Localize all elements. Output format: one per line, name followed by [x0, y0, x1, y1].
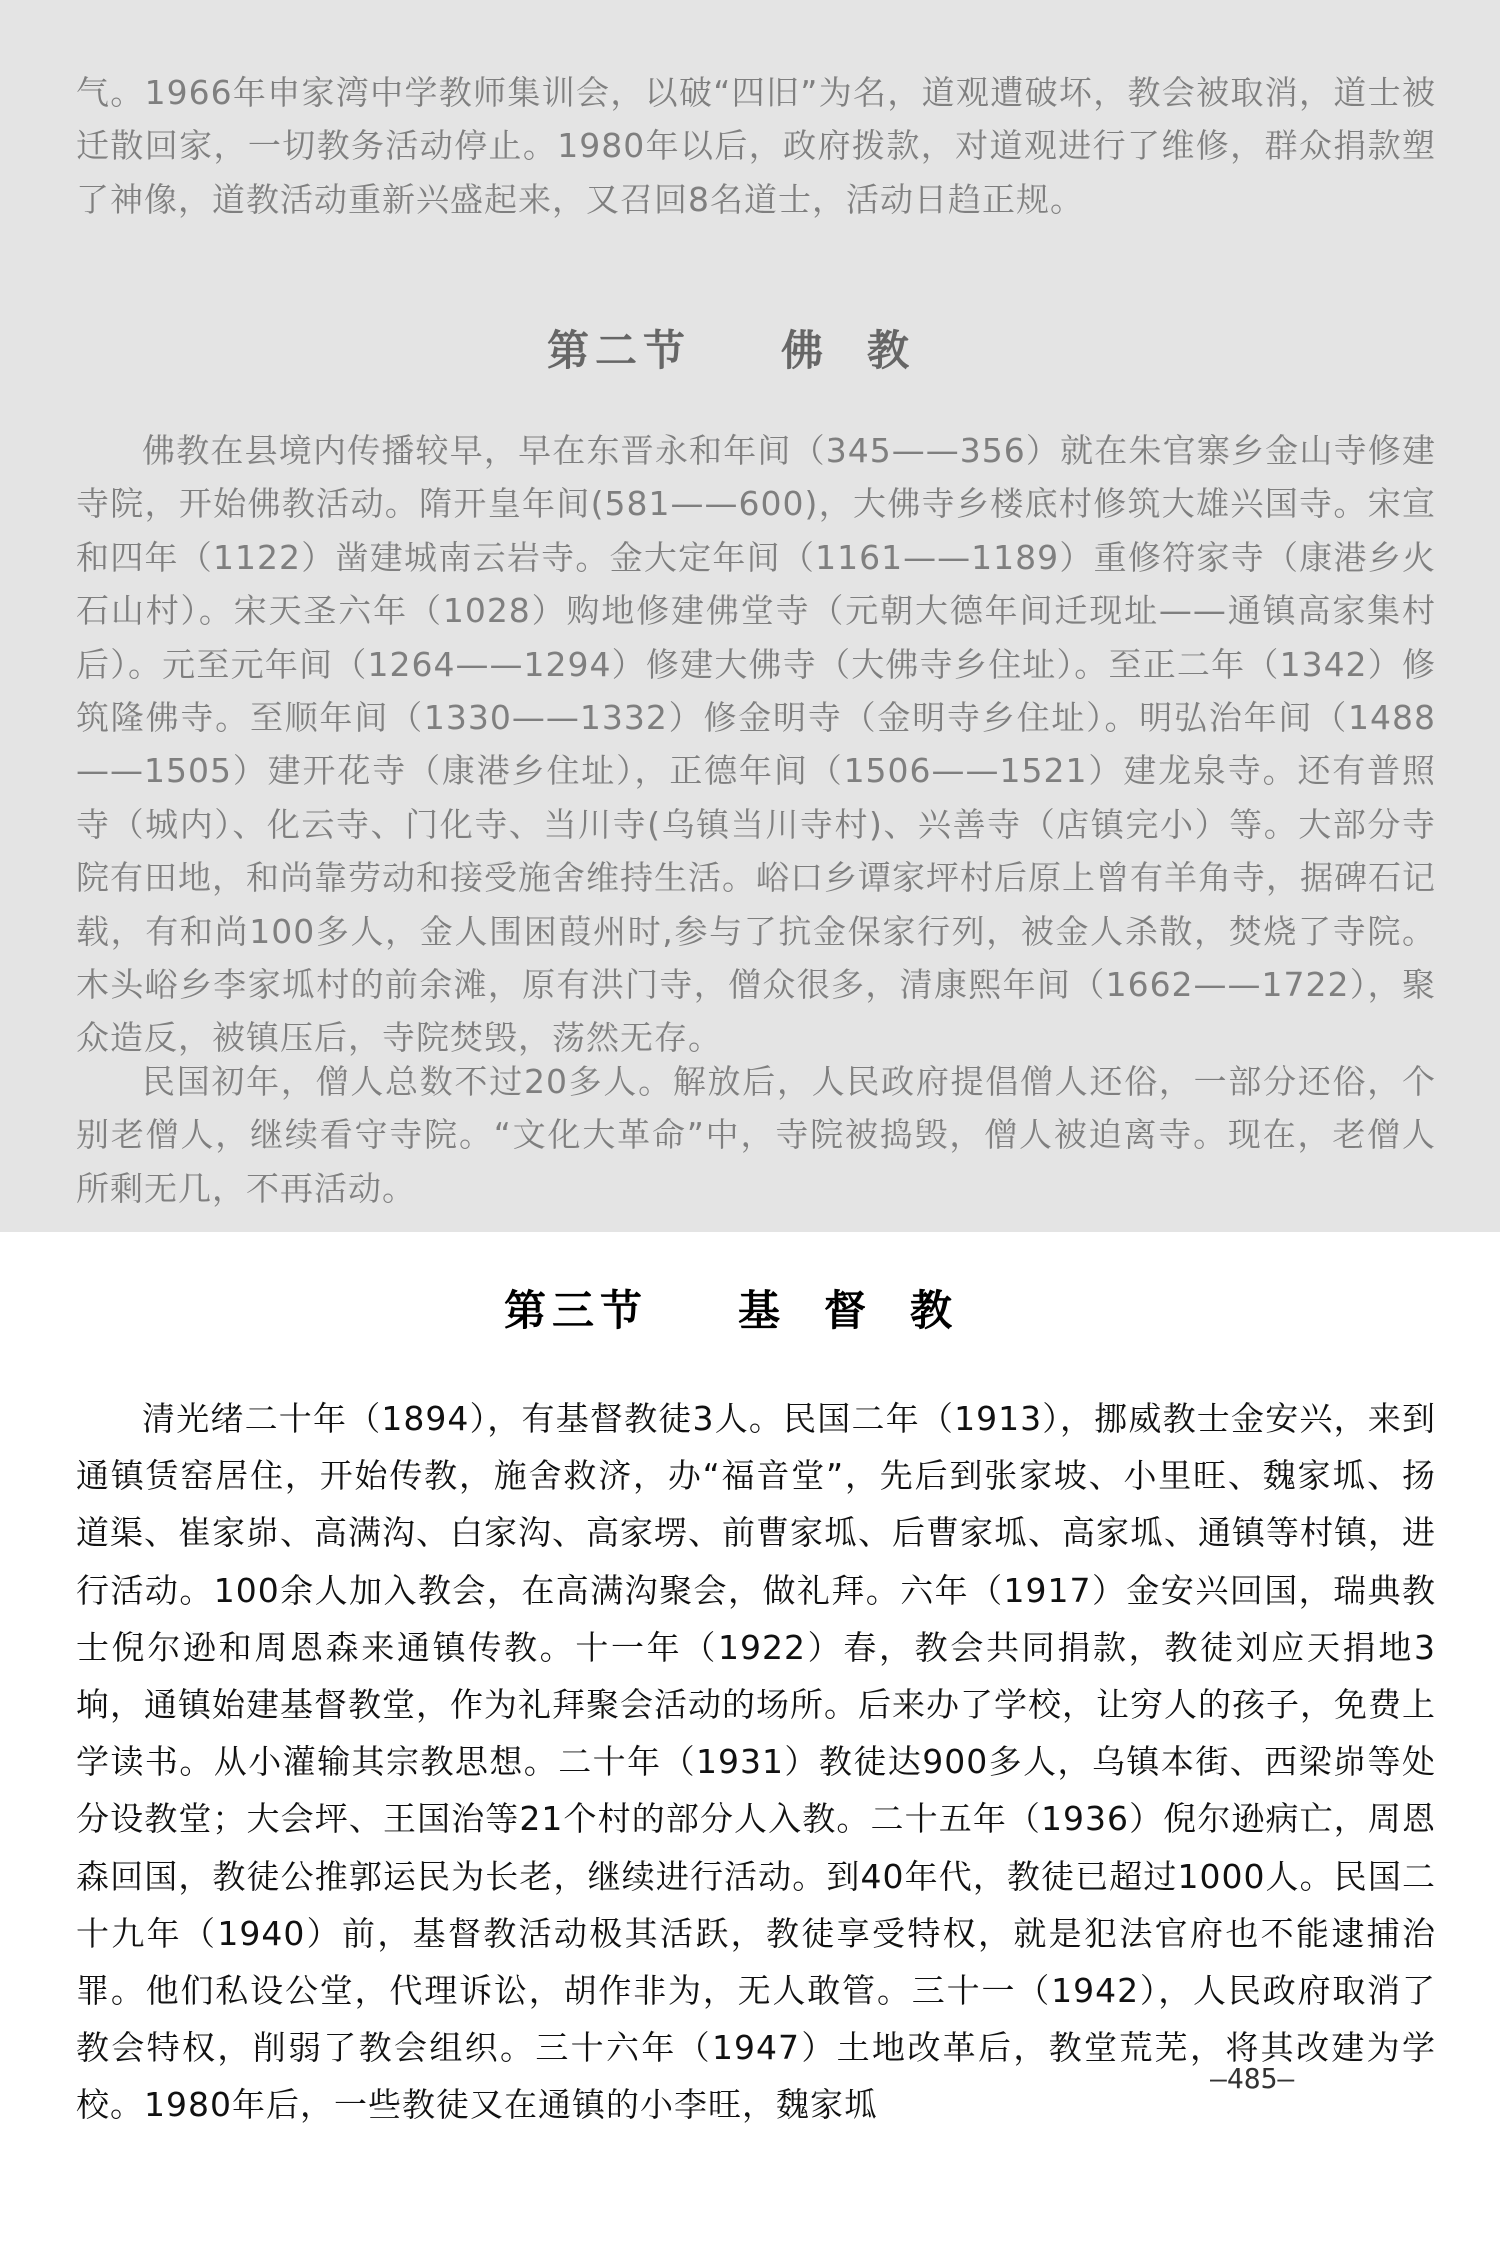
section-title: 基督教 [738, 1286, 997, 1335]
buddhism-paragraph-2: 民国初年，僧人总数不过20多人。解放后，人民政府提倡僧人还俗，一部分还俗，个别老僧人，继续看守寺院。“文化大革命”中，寺院被捣毁，僧人被迫离寺。现在，老僧人所剩无几，不再活动。 [76, 1062, 1436, 1208]
section-title: 佛教 [781, 326, 954, 375]
christianity-paragraph-1: 清光绪二十年（1894），有基督教徒3人。民国二年（1913），挪威教士金安兴，来到通镇赁窑居住，开始传教，施舍救济，办“福音堂”，先后到张家坡、小里旺、魏家坬、扬道渠、崔家峁、高满沟、白家沟、高家塄、前曹家坬、后曹家坬、高家坬、通镇等村镇，进行活动。100余人加入教会，在高满沟聚会，做礼拜。六年（1917）金安兴回国，瑞典教士倪尔逊和周恩森来通镇传教。十一年（1922）春，教会共同捐款，教徒刘应天捐地3垧，通镇始建基督教堂，作为礼拜聚会活动的场所。后来办了学校，让穷人的孩子，免费上学读书。从小灌输其宗教思想。二十年（1931）教徒达900多人，乌镇本街、西梁峁等处分设教堂；大会坪、王国治等21个村的部分人入教。二十五年（1936）倪尔逊病亡，周恩森回国，教徒公推郭运民为长老，继续进行活动。到40年代，教徒已超过1000人。民国二十九年（1940）前，基督教活动极其活跃，教徒享受特权，就是犯法官府也不能逮捕治罪。他们私设公堂，代理诉讼，胡作非为，无人敢管。三十一（1942），人民政府取消了教会特权，削弱了教会组织。三十六年（1947）土地改革后，教堂荒芜，将其改建为学校。1980年后，一些教徒又在通镇的小李旺，魏家坬 [76, 1399, 1436, 2125]
section-number: 第三节 [503, 1286, 648, 1335]
taoism-continuation-paragraph: 气。1966年申家湾中学教师集训会，以破“四旧”为名，道观遭破坏，教会被取消，道士被迁散回家，一切教务活动停止。1980年以后，政府拨款，对道观进行了维修，群众捐款塑了神像，道教活动重新兴盛起来，又召回8名道士，活动日趋正规。 [76, 73, 1436, 219]
section-heading-christianity [0, 1278, 1500, 1338]
buddhism-paragraph-1: 佛教在县境内传播较早，早在东晋永和年间（345——356）就在朱官寨乡金山寺修建寺院，开始佛教活动。隋开皇年间(581——600)，大佛寺乡楼底村修筑大雄兴国寺。宋宣和四年（1122）凿建城南云岩寺。金大定年间（1161——1189）重修符家寺（康港乡火石山村）。宋天圣六年（1028）购地修建佛堂寺（元朝大德年间迁现址——通镇高家集村后）。元至元年间（1264——1294）修建大佛寺（大佛寺乡住址）。至正二年（1342）修筑隆佛寺。至顺年间（1330——1332）修金明寺（金明寺乡住址）。明弘治年间（1488——1505）建开花寺（康港乡住址），正德年间（1506——1521）建龙泉寺。还有普照寺（城内）、化云寺、门化寺、当川寺(乌镇当川寺村)、兴善寺（店镇完小）等。大部分寺院有田地，和尚靠劳动和接受施舍维持生活。峪口乡谭家坪村后原上曾有羊角寺，据碑石记载，有和尚100多人，金人围困葭州时,参与了抗金保家行列，被金人杀散，焚烧了寺院。木头峪乡李家坬村的前余滩，原有洪门寺，僧众很多，清康熙年间（1662——1722），聚众造反，被镇压后，寺院焚毁，荡然无存。 [76, 431, 1436, 1058]
section-number: 第二节 [546, 326, 691, 375]
page-number: —485— [1210, 2062, 1295, 2095]
section-heading-buddhism [0, 318, 1500, 378]
